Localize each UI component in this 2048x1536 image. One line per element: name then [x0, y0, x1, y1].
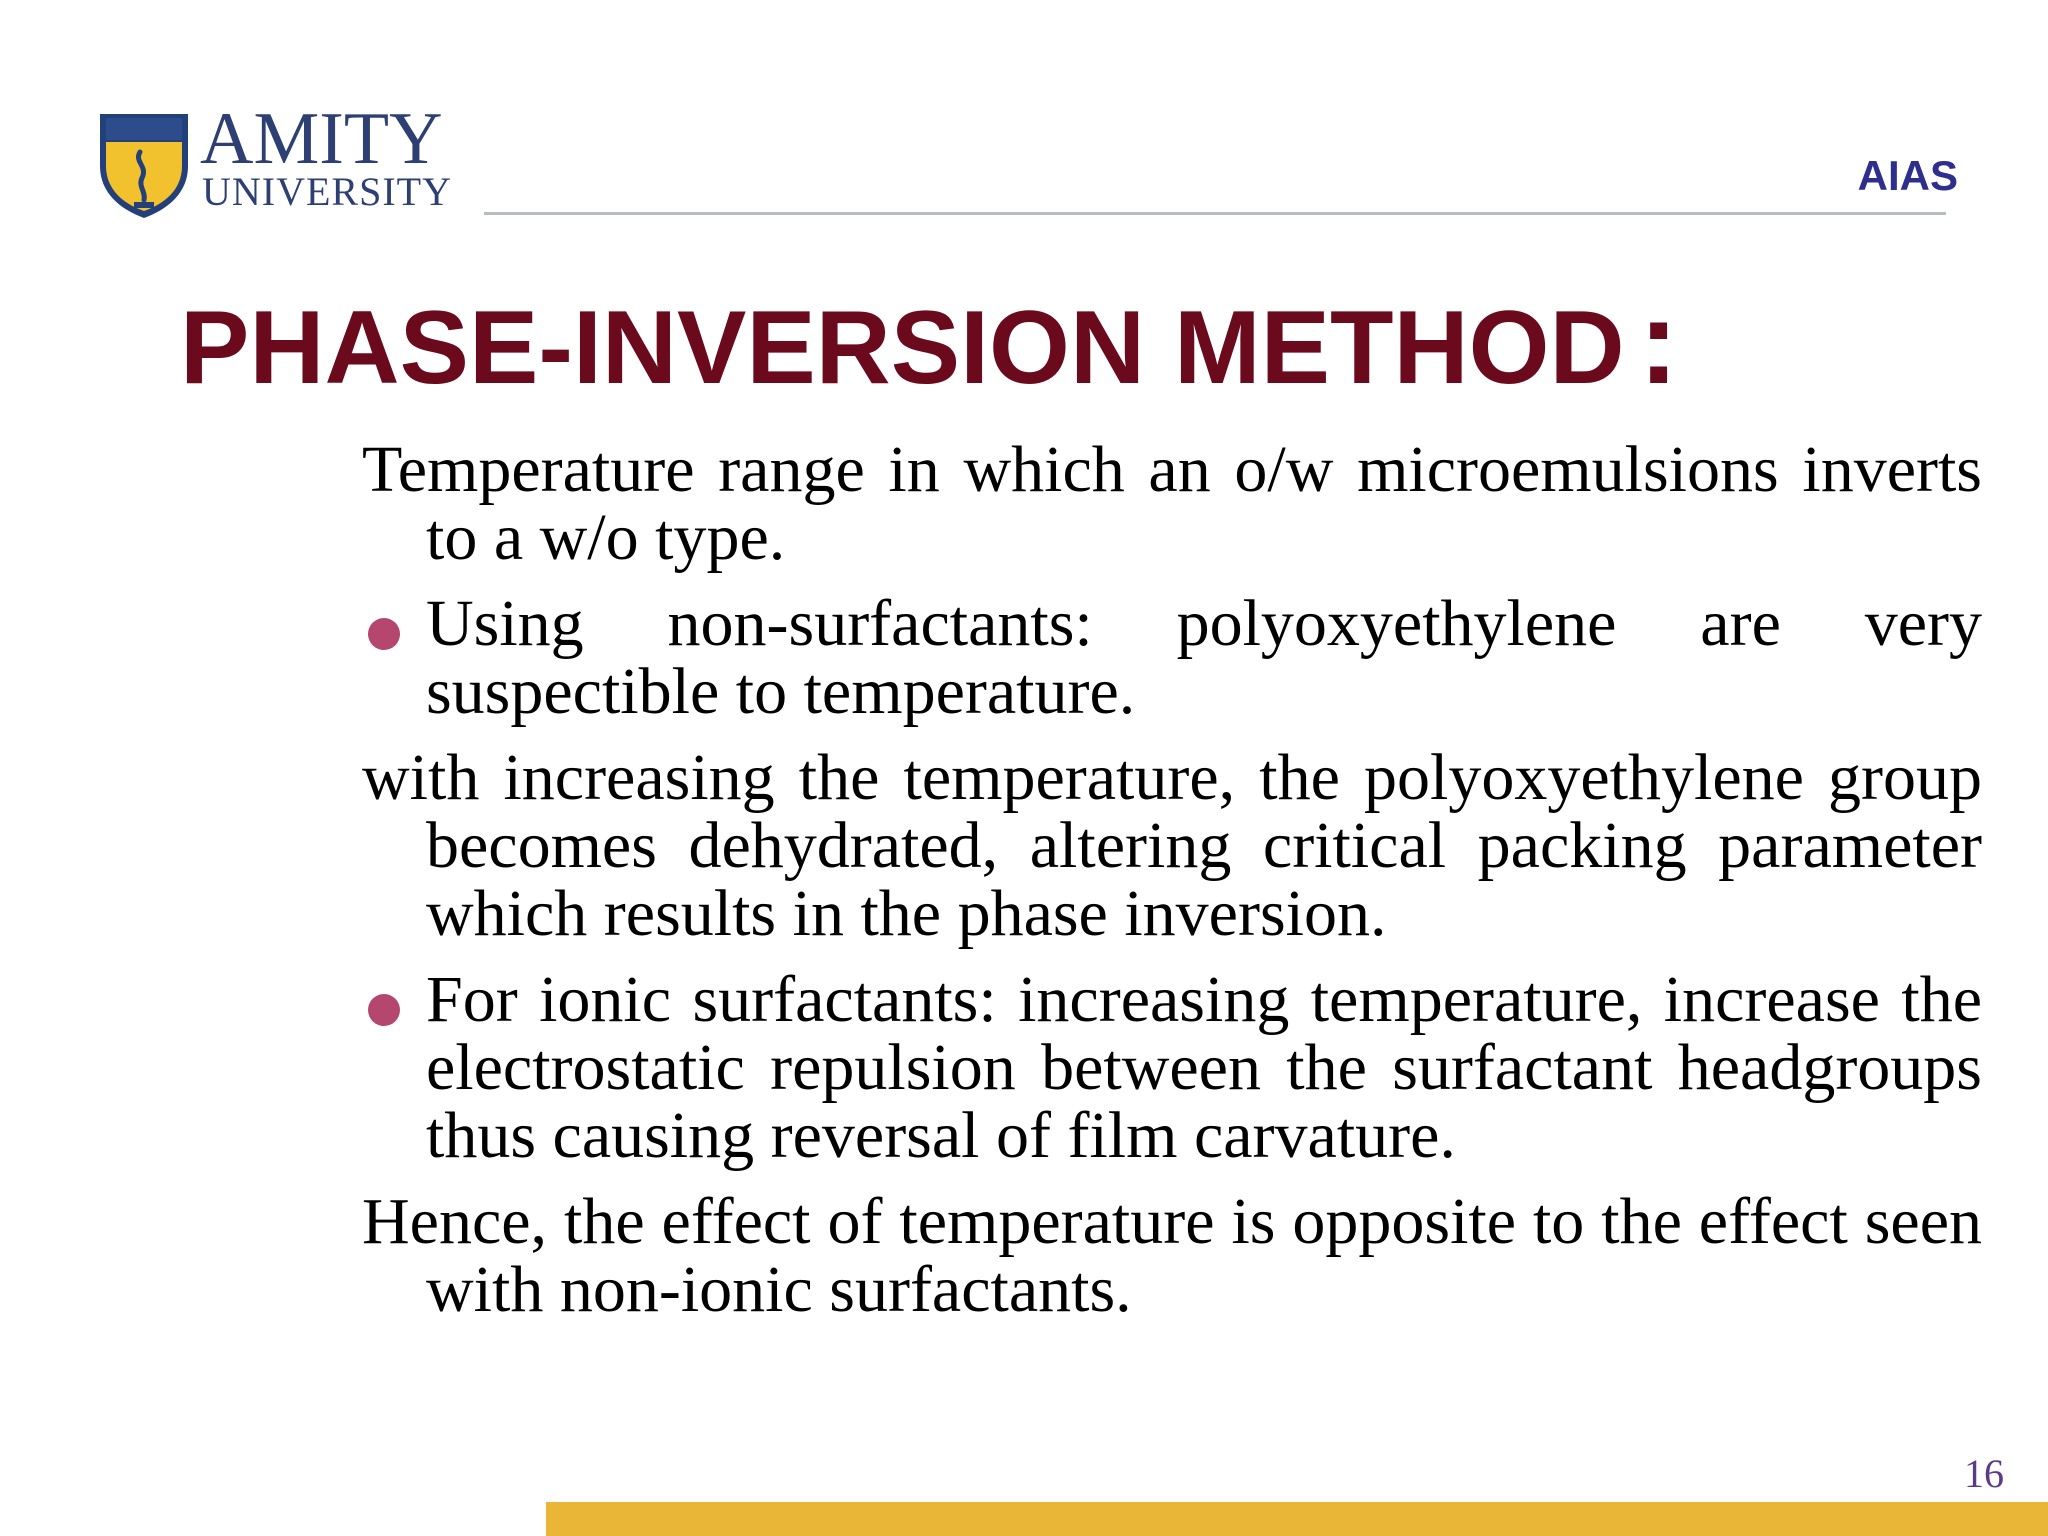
bullet-text: For ionic surfactants: increasing temperature, increase the electrostatic repulsion between the surfactant headgroups thus causing reversal of film carvature.	[426, 963, 1982, 1172]
slide-title-text: PHASE-INVERSION METHOD	[180, 290, 1625, 406]
footer-accent-bar	[546, 1502, 2048, 1536]
bullet-non-surfactants	[362, 587, 1982, 728]
page-number: 16	[1964, 1451, 2004, 1496]
slide-title	[180, 275, 1900, 409]
bullet-dot-icon	[368, 618, 400, 650]
institute-tag: AIAS	[1857, 152, 1958, 199]
paragraph-dehydration: with increasing the temperature, the polyoxyethylene group becomes dehydrated, altering critical packing parameter which results in the phase inversion.	[362, 741, 1982, 950]
bullet-text: Using non-surfactants: polyoxyethylene are very suspectible to temperature.	[426, 587, 1982, 728]
bullet-ionic-surfactants	[362, 963, 1982, 1172]
amity-university-logo	[96, 98, 452, 222]
header-divider	[484, 212, 1946, 215]
logo-subtitle: UNIVERSITY	[202, 169, 452, 214]
slide-title-colon: :	[1638, 275, 1679, 409]
logo-name: AMITY	[200, 98, 443, 180]
paragraph-conclusion: Hence, the effect of temperature is opposite to the effect seen with non-ionic surfactants.	[362, 1185, 1982, 1326]
slide-body	[362, 433, 1982, 1342]
paragraph-temperature-range: Temperature range in which an o/w microemulsions inverts to a w/o type.	[362, 433, 1982, 574]
amity-shield-logo-icon	[96, 108, 192, 220]
bullet-dot-icon	[368, 994, 400, 1026]
